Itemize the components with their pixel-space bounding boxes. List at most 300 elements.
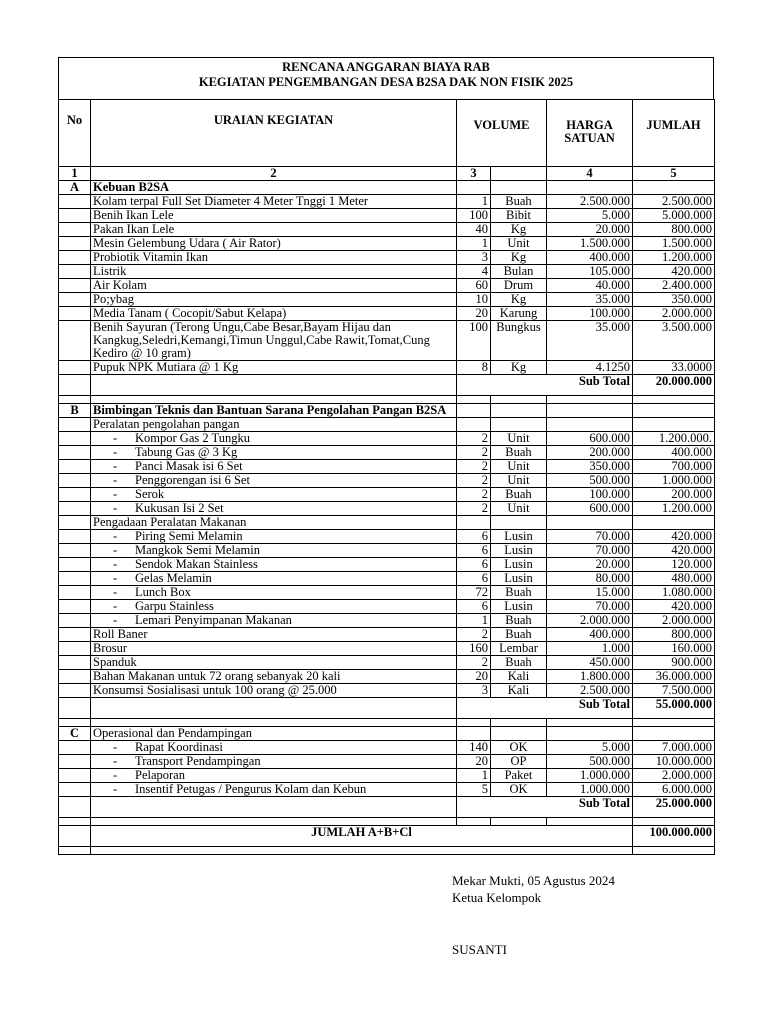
- subtotal-label: Sub Total: [457, 375, 633, 396]
- description-cell: [91, 586, 457, 600]
- table-row: [59, 237, 715, 251]
- table-row: [59, 530, 715, 544]
- no-cell: [59, 321, 91, 361]
- subtotal-label: Sub Total: [457, 698, 633, 719]
- header-volume: VOLUME: [457, 100, 547, 167]
- document-title: [58, 57, 714, 99]
- item-description: Serok: [135, 487, 165, 501]
- quantity-cell: 72: [457, 586, 491, 600]
- blank-cell: [457, 418, 491, 432]
- bullet-dash: -: [113, 431, 118, 445]
- quantity-cell: 3: [457, 251, 491, 265]
- budget-table: [58, 99, 715, 855]
- item-description: Mangkok Semi Melamin: [135, 543, 260, 557]
- description-cell: [91, 642, 457, 656]
- item-description: Media Tanam ( Cocopit/Sabut Kelapa): [93, 306, 287, 320]
- blank-cell: [457, 516, 491, 530]
- bullet-dash: -: [113, 740, 118, 754]
- blank-cell: [547, 418, 633, 432]
- blank-cell: [59, 396, 91, 404]
- blank-cell: [59, 719, 91, 727]
- subtotal-value: 20.000.000: [633, 375, 715, 396]
- unit-price-cell: 80.000: [547, 572, 633, 586]
- unit-cell: Kg: [491, 223, 547, 237]
- no-cell: [59, 558, 91, 572]
- quantity-cell: 6: [457, 530, 491, 544]
- description-cell: [91, 755, 457, 769]
- description-cell: [91, 251, 457, 265]
- blank-cell: [547, 727, 633, 741]
- blank-cell: [91, 396, 457, 404]
- unit-cell: Kali: [491, 670, 547, 684]
- table-row: [59, 544, 715, 558]
- unit-cell: Drum: [491, 279, 547, 293]
- grand-total-row: [59, 826, 715, 847]
- blank-cell: [91, 818, 457, 826]
- item-description: Lemari Penyimpanan Makanan: [135, 613, 292, 627]
- quantity-cell: 2: [457, 656, 491, 670]
- blank-cell: [457, 818, 491, 826]
- total-cell: 480.000: [633, 572, 715, 586]
- group-label: Pengadaan Peralatan Makanan: [91, 516, 457, 530]
- unit-cell: Bungkus: [491, 321, 547, 361]
- bullet-dash: -: [113, 529, 118, 543]
- unit-price-cell: 600.000: [547, 502, 633, 516]
- subtotal-label: Sub Total: [457, 797, 633, 818]
- unit-price-cell: 35.000: [547, 321, 633, 361]
- blank-cell: [547, 396, 633, 404]
- no-cell: [59, 502, 91, 516]
- total-cell: 1.080.000: [633, 586, 715, 600]
- section-title: Bimbingan Teknis dan Bantuan Sarana Pengolahan Pangan B2SA: [91, 404, 457, 418]
- blank-cell: [491, 418, 547, 432]
- item-description: Roll Baner: [93, 627, 148, 641]
- table-row: [59, 279, 715, 293]
- total-cell: 1.200.000: [633, 251, 715, 265]
- quantity-cell: 2: [457, 432, 491, 446]
- unit-cell: Buah: [491, 586, 547, 600]
- no-cell: [59, 530, 91, 544]
- description-cell: [91, 195, 457, 209]
- unit-price-cell: 15.000: [547, 586, 633, 600]
- unit-cell: Kg: [491, 293, 547, 307]
- table-row: [59, 265, 715, 279]
- signature-role: Ketua Kelompok: [452, 890, 542, 905]
- blank-cell: [547, 818, 633, 826]
- no-cell: [59, 432, 91, 446]
- section-header-row: [59, 727, 715, 741]
- description-cell: [91, 474, 457, 488]
- total-cell: 7.000.000: [633, 741, 715, 755]
- unit-price-cell: 1.000: [547, 642, 633, 656]
- description-cell: [91, 265, 457, 279]
- blank-cell: [91, 375, 457, 396]
- blank-cell: [59, 826, 91, 847]
- group-label: Peralatan pengolahan pangan: [91, 418, 457, 432]
- unit-price-cell: 350.000: [547, 460, 633, 474]
- description-cell: [91, 614, 457, 628]
- unit-price-cell: 2.500.000: [547, 684, 633, 698]
- total-cell: 7.500.000: [633, 684, 715, 698]
- blank-cell: [491, 516, 547, 530]
- blank-cell: [633, 516, 715, 530]
- quantity-cell: 2: [457, 446, 491, 460]
- blank-cell: [491, 727, 547, 741]
- description-cell: [91, 223, 457, 237]
- table-row: [59, 474, 715, 488]
- no-cell: [59, 361, 91, 375]
- unit-cell: Unit: [491, 237, 547, 251]
- item-description: Kukusan Isi 2 Set: [135, 501, 224, 515]
- header-uraian: URAIAN KEGIATAN: [91, 100, 457, 167]
- column-number-row: [59, 167, 715, 181]
- no-cell: [59, 195, 91, 209]
- total-cell: 1.000.000: [633, 474, 715, 488]
- unit-price-cell: 35.000: [547, 293, 633, 307]
- item-description: Panci Masak isi 6 Set: [135, 459, 243, 473]
- unit-cell: Unit: [491, 474, 547, 488]
- no-cell: [59, 670, 91, 684]
- section-code: C: [59, 727, 91, 741]
- total-cell: 900.000: [633, 656, 715, 670]
- total-cell: 800.000: [633, 628, 715, 642]
- unit-price-cell: 500.000: [547, 474, 633, 488]
- bullet-dash: -: [113, 571, 118, 585]
- unit-price-cell: 100.000: [547, 307, 633, 321]
- description-cell: [91, 237, 457, 251]
- unit-cell: Unit: [491, 502, 547, 516]
- unit-cell: Lusin: [491, 530, 547, 544]
- unit-price-cell: 400.000: [547, 251, 633, 265]
- subtotal-row: [59, 375, 715, 396]
- blank-cell: [633, 847, 715, 855]
- blank-cell: [633, 727, 715, 741]
- quantity-cell: 1: [457, 769, 491, 783]
- spacer-row: [59, 396, 715, 404]
- unit-price-cell: 4.1250: [547, 361, 633, 375]
- quantity-cell: 2: [457, 474, 491, 488]
- bullet-dash: -: [113, 557, 118, 571]
- description-cell: [91, 293, 457, 307]
- rab-document: [58, 57, 714, 855]
- no-cell: [59, 684, 91, 698]
- total-cell: 36.000.000: [633, 670, 715, 684]
- unit-price-cell: 40.000: [547, 279, 633, 293]
- description-cell: [91, 530, 457, 544]
- no-cell: [59, 293, 91, 307]
- blank-cell: [59, 847, 91, 855]
- total-cell: 2.400.000: [633, 279, 715, 293]
- bullet-dash: -: [113, 487, 118, 501]
- spacer-row: [59, 719, 715, 727]
- description-cell: [91, 460, 457, 474]
- description-cell: [91, 741, 457, 755]
- blank-cell: [633, 418, 715, 432]
- blank-cell: [491, 719, 547, 727]
- section-header-row: [59, 404, 715, 418]
- quantity-cell: 1: [457, 237, 491, 251]
- description-cell: [91, 488, 457, 502]
- table-row: [59, 307, 715, 321]
- signature-space: [452, 906, 615, 941]
- total-cell: 420.000: [633, 265, 715, 279]
- no-cell: [59, 586, 91, 600]
- unit-price-cell: 1.000.000: [547, 769, 633, 783]
- blank-cell: [491, 396, 547, 404]
- bullet-dash: -: [113, 445, 118, 459]
- unit-price-cell: 2.500.000: [547, 195, 633, 209]
- item-description: Air Kolam: [93, 278, 147, 292]
- item-description: Bahan Makanan untuk 72 orang sebanyak 20 kali: [93, 669, 341, 683]
- quantity-cell: 20: [457, 755, 491, 769]
- blank-cell: [91, 847, 633, 855]
- total-cell: 200.000: [633, 488, 715, 502]
- bullet-dash: -: [113, 754, 118, 768]
- bullet-dash: -: [113, 613, 118, 627]
- table-row: [59, 251, 715, 265]
- blank-cell: [59, 797, 91, 818]
- item-description: Lunch Box: [135, 585, 191, 599]
- blank-cell: [457, 396, 491, 404]
- blank-cell: [633, 818, 715, 826]
- quantity-cell: 140: [457, 741, 491, 755]
- unit-price-cell: 1.000.000: [547, 783, 633, 797]
- unit-cell: Bibit: [491, 209, 547, 223]
- no-cell: [59, 600, 91, 614]
- bullet-dash: -: [113, 543, 118, 557]
- quantity-cell: 6: [457, 572, 491, 586]
- total-cell: 700.000: [633, 460, 715, 474]
- header-no: No: [59, 100, 91, 167]
- total-cell: 2.000.000: [633, 614, 715, 628]
- item-description: Spanduk: [93, 655, 137, 669]
- unit-cell: Buah: [491, 614, 547, 628]
- item-description: Tabung Gas @ 3 Kg: [135, 445, 238, 459]
- unit-cell: Buah: [491, 195, 547, 209]
- header-harga: HARGA SATUAN: [547, 100, 633, 167]
- unit-price-cell: 500.000: [547, 755, 633, 769]
- table-row: [59, 769, 715, 783]
- spacer-row: [59, 818, 715, 826]
- section-code: B: [59, 404, 91, 418]
- table-row: [59, 502, 715, 516]
- item-description: Brosur: [93, 641, 128, 655]
- no-cell: [59, 446, 91, 460]
- no-cell: [59, 307, 91, 321]
- no-cell: [59, 614, 91, 628]
- bullet-dash: -: [113, 599, 118, 613]
- col-number-4: 4: [547, 167, 633, 181]
- table-row: [59, 558, 715, 572]
- signature-name: SUSANTI: [452, 942, 507, 957]
- item-description: Kompor Gas 2 Tungku: [135, 431, 250, 445]
- blank-cell: [59, 818, 91, 826]
- unit-price-cell: 70.000: [547, 530, 633, 544]
- blank-cell: [457, 181, 491, 195]
- description-cell: [91, 307, 457, 321]
- table-row: [59, 642, 715, 656]
- no-cell: [59, 628, 91, 642]
- section-title: Operasional dan Pendampingan: [91, 727, 457, 741]
- unit-cell: Karung: [491, 307, 547, 321]
- description-cell: [91, 684, 457, 698]
- quantity-cell: 6: [457, 600, 491, 614]
- quantity-cell: 2: [457, 460, 491, 474]
- total-cell: 120.000: [633, 558, 715, 572]
- unit-cell: Lusin: [491, 572, 547, 586]
- item-description: Benih Ikan Lele: [93, 208, 174, 222]
- quantity-cell: 20: [457, 670, 491, 684]
- table-row: [59, 572, 715, 586]
- unit-cell: Unit: [491, 460, 547, 474]
- table-row: [59, 614, 715, 628]
- total-cell: 420.000: [633, 530, 715, 544]
- grand-total-label: JUMLAH A+B+Cl: [91, 826, 633, 847]
- item-description: Penggorengan isi 6 Set: [135, 473, 250, 487]
- item-description: Sendok Makan Stainless: [135, 557, 258, 571]
- quantity-cell: 6: [457, 558, 491, 572]
- grand-total-spacer: [59, 847, 715, 855]
- item-description: Konsumsi Sosialisasi untuk 100 orang @ 25.000: [93, 683, 337, 697]
- description-cell: [91, 628, 457, 642]
- bullet-dash: -: [113, 782, 118, 796]
- description-cell: [91, 572, 457, 586]
- section-title: Kebuan B2SA: [91, 181, 457, 195]
- unit-cell: Buah: [491, 628, 547, 642]
- table-row: [59, 656, 715, 670]
- total-cell: 2.000.000: [633, 307, 715, 321]
- subtotal-value: 25.000.000: [633, 797, 715, 818]
- unit-price-cell: 70.000: [547, 600, 633, 614]
- description-cell: [91, 670, 457, 684]
- quantity-cell: 5: [457, 783, 491, 797]
- item-description: Probiotik Vitamin Ikan: [93, 250, 208, 264]
- unit-price-cell: 200.000: [547, 446, 633, 460]
- no-cell: [59, 755, 91, 769]
- table-row: [59, 460, 715, 474]
- description-cell: [91, 656, 457, 670]
- unit-price-cell: 105.000: [547, 265, 633, 279]
- unit-price-cell: 450.000: [547, 656, 633, 670]
- blank-cell: [91, 698, 457, 719]
- no-cell: [59, 418, 91, 432]
- blank-cell: [59, 698, 91, 719]
- unit-cell: Lusin: [491, 600, 547, 614]
- unit-cell: Paket: [491, 769, 547, 783]
- description-cell: [91, 361, 457, 375]
- total-cell: 160.000: [633, 642, 715, 656]
- quantity-cell: 2: [457, 488, 491, 502]
- item-description: Insentif Petugas / Pengurus Kolam dan Kebun: [135, 782, 367, 796]
- description-cell: [91, 279, 457, 293]
- table-row: [59, 783, 715, 797]
- no-cell: [59, 265, 91, 279]
- table-row: [59, 209, 715, 223]
- item-description: Rapat Koordinasi: [135, 740, 223, 754]
- col-number-5: 5: [633, 167, 715, 181]
- group-header-row: [59, 418, 715, 432]
- quantity-cell: 100: [457, 321, 491, 361]
- no-cell: [59, 516, 91, 530]
- quantity-cell: 40: [457, 223, 491, 237]
- description-cell: [91, 502, 457, 516]
- total-cell: 1.500.000: [633, 237, 715, 251]
- section-header-row: [59, 181, 715, 195]
- quantity-cell: 2: [457, 502, 491, 516]
- no-cell: [59, 279, 91, 293]
- quantity-cell: 4: [457, 265, 491, 279]
- no-cell: [59, 460, 91, 474]
- total-cell: 5.000.000: [633, 209, 715, 223]
- item-description: Gelas Melamin: [135, 571, 212, 585]
- col-number-2: 2: [91, 167, 457, 181]
- description-cell: [91, 544, 457, 558]
- table-row: [59, 628, 715, 642]
- table-row: [59, 432, 715, 446]
- unit-price-cell: 400.000: [547, 628, 633, 642]
- blank-cell: [91, 797, 457, 818]
- quantity-cell: 1: [457, 195, 491, 209]
- unit-price-cell: 1.500.000: [547, 237, 633, 251]
- quantity-cell: 160: [457, 642, 491, 656]
- blank-cell: [491, 818, 547, 826]
- blank-cell: [491, 181, 547, 195]
- bullet-dash: -: [113, 459, 118, 473]
- unit-cell: Lusin: [491, 558, 547, 572]
- unit-cell: OP: [491, 755, 547, 769]
- no-cell: [59, 488, 91, 502]
- unit-cell: Kg: [491, 361, 547, 375]
- blank-cell: [547, 404, 633, 418]
- unit-price-cell: 20.000: [547, 223, 633, 237]
- blank-cell: [457, 404, 491, 418]
- signature-block: [452, 872, 615, 958]
- blank-cell: [457, 719, 491, 727]
- no-cell: [59, 209, 91, 223]
- unit-price-cell: 70.000: [547, 544, 633, 558]
- bullet-dash: -: [113, 501, 118, 515]
- no-cell: [59, 783, 91, 797]
- table-row: [59, 488, 715, 502]
- header-row: [59, 100, 715, 167]
- item-description: Pupuk NPK Mutiara @ 1 Kg: [93, 360, 239, 374]
- unit-cell: Unit: [491, 432, 547, 446]
- title-line-2: KEGIATAN PENGEMBANGAN DESA B2SA DAK NON FISIK 2025: [198, 75, 574, 89]
- item-description: Piring Semi Melamin: [135, 529, 243, 543]
- blank-cell: [547, 516, 633, 530]
- unit-cell: Kali: [491, 684, 547, 698]
- total-cell: 3.500.000: [633, 321, 715, 361]
- unit-cell: Buah: [491, 446, 547, 460]
- item-description: Po;ybag: [93, 292, 134, 306]
- item-description: Transport Pendampingan: [135, 754, 261, 768]
- unit-price-cell: 5.000: [547, 209, 633, 223]
- blank-cell: [547, 719, 633, 727]
- quantity-cell: 2: [457, 628, 491, 642]
- description-cell: [91, 209, 457, 223]
- item-description: Pakan Ikan Lele: [93, 222, 175, 236]
- no-cell: [59, 741, 91, 755]
- description-cell: [91, 783, 457, 797]
- no-cell: [59, 544, 91, 558]
- item-description: Listrik: [93, 264, 127, 278]
- subtotal-row: [59, 797, 715, 818]
- no-cell: [59, 223, 91, 237]
- blank-cell: [547, 181, 633, 195]
- description-cell: [91, 446, 457, 460]
- table-row: [59, 446, 715, 460]
- total-cell: 400.000: [633, 446, 715, 460]
